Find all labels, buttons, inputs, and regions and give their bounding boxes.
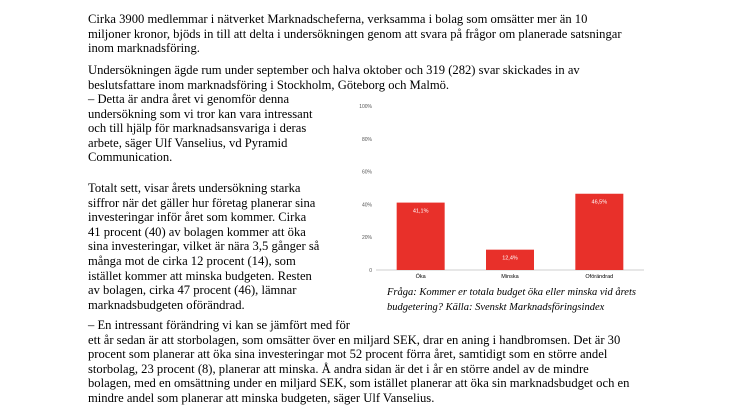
budget-bar-chart bbox=[352, 98, 652, 284]
text-line: – En intressant förändring vi kan se jämfört med för bbox=[88, 318, 350, 332]
text-line: bolagen, med en omsättning under en miljard SEK, som istället planerar att öka sin marknadsbudget och en bbox=[88, 376, 630, 391]
data-label: 46,5% bbox=[591, 199, 608, 206]
text-line: Fråga: Kommer er totala budget öka eller minska vid årets bbox=[387, 287, 636, 298]
text-line: sina investeringar, vilket är nära 3,5 gånger så bbox=[88, 239, 320, 254]
text-line: siffror när det gäller hur företag planerar sina bbox=[88, 195, 316, 210]
text-line: 41 procent (40) av bolagen kommer att öka bbox=[88, 224, 306, 239]
y-tick-label: 40% bbox=[361, 202, 372, 209]
chart-caption bbox=[387, 287, 636, 316]
text-line: arbete, säger Ulf Vanselius, vd Pyramid bbox=[88, 135, 288, 150]
text-line: Cirka 3900 medlemmar i nätverket Marknadscheferna, verksamma i bolag som omsätter mer än 10 bbox=[88, 12, 588, 26]
text-line: marknadsbudgeten oförändrad. bbox=[88, 297, 245, 312]
text-line: miljoner kronor, bjöds in till att delta i undersökningen genom att svara på frågor om planerade satsningar bbox=[88, 26, 622, 41]
text-line: Communication. bbox=[88, 150, 173, 165]
data-label: 41,1% bbox=[412, 208, 429, 215]
data-label: 12,4% bbox=[502, 255, 518, 262]
paragraph-quote bbox=[88, 92, 313, 165]
text-line: och till hjälp för marknadsansvariga i deras bbox=[88, 121, 307, 136]
category-label: Minska bbox=[501, 274, 519, 280]
text-line: istället kommer att minska budgeten. Resten bbox=[88, 268, 312, 283]
text-line: beslutsfattare inom marknadsföring i Stockholm, Göteborg och Malmö. bbox=[88, 77, 450, 92]
category-label: Öka bbox=[415, 274, 426, 280]
text-line: – Detta är andra året vi genomför denna bbox=[88, 92, 290, 106]
y-tick-label: 0 bbox=[369, 268, 372, 274]
text-line: procent som planerar att öka sina investeringar mot 52 procent förra året, samtidigt som en större andel bbox=[88, 347, 608, 362]
text-line: av bolagen, cirka 47 procent (46), lämnar bbox=[88, 283, 297, 298]
text-line: Totalt sett, visar årets undersökning starka bbox=[88, 181, 301, 195]
paragraph-method bbox=[88, 63, 580, 92]
category-label: Oförändrad bbox=[585, 274, 614, 280]
paragraph-change bbox=[88, 318, 629, 406]
y-tick-label: 60% bbox=[361, 169, 372, 176]
text-line: Undersökningen ägde rum under september och halva oktober och 319 (282) svar skickades in av bbox=[88, 63, 580, 77]
y-tick-label: 100% bbox=[359, 104, 372, 110]
text-line: mindre andel som planerar att minska budgeten, säger Ulf Vanselius. bbox=[88, 390, 435, 405]
y-tick-label: 80% bbox=[361, 136, 372, 143]
text-line: undersökning som vi tror kan vara intressant bbox=[88, 106, 313, 121]
paragraph-intro bbox=[88, 12, 622, 56]
text-line: många mot de cirka 12 procent (14), som bbox=[88, 253, 296, 268]
text-line: budgetering? Källa: Svenskt Marknadsföringsindex bbox=[387, 301, 605, 313]
text-line: ett år sedan är att storbolagen, som omsätter över en miljard SEK, drar en aning i handbromsen. Det är 30 bbox=[88, 332, 621, 347]
y-tick-label: 20% bbox=[361, 235, 372, 242]
text-line: investeringar inför året som kommer. Cirka bbox=[88, 210, 307, 225]
text-line: inom marknadsföring. bbox=[88, 41, 200, 56]
text-line: storbolag, 23 procent (8), planerar att minska. Å andra sidan är det i år en större andel av de mindre bbox=[88, 361, 589, 376]
paragraph-results bbox=[88, 181, 319, 312]
